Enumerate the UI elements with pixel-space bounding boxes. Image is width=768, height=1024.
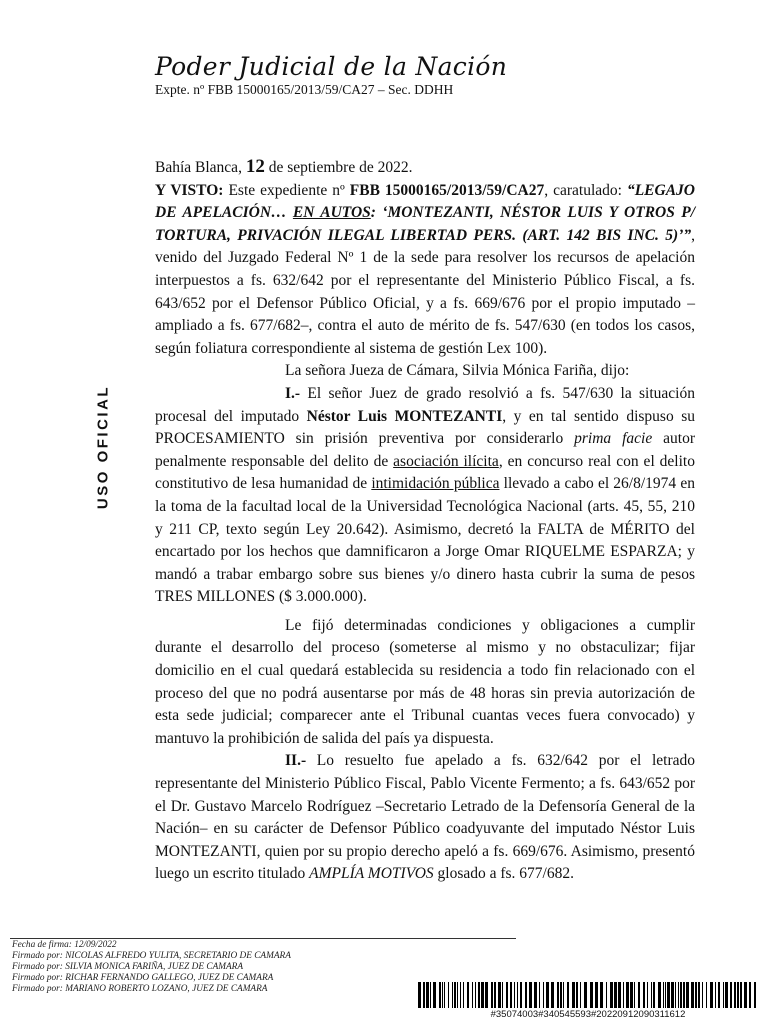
expte-number: FBB 15000165/2013/59/CA27 – Sec. DDHH (204, 82, 454, 97)
date-city: Bahía Blanca, (155, 159, 246, 176)
signature-line: Firmado por: MARIANO ROBERTO LOZANO, JUEZ DE CAMARA (12, 984, 268, 994)
signature-block (12, 940, 291, 995)
section-2-paragraph (155, 750, 695, 886)
signature-date: Fecha de firma: 12/09/2022 (12, 940, 117, 950)
section-2-text: glosado a fs. 677/682. (433, 865, 574, 883)
barcode-number: #35074003#340545593#20220912090311612 (490, 1009, 686, 1020)
document-body (155, 156, 695, 886)
visto-paragraph (155, 180, 695, 361)
date-rest: de septiembre de 2022. (264, 159, 413, 176)
section-2-number: II.- (285, 752, 307, 770)
caratula-text: “LEGAJO DE APELACIÓN… (155, 181, 696, 222)
caratula-text: : ‘MONTEZANTI, NÉSTOR LUIS Y OTROS P/ TORTURA, PRIVACIÓN ILEGAL LIBERTAD PERS. (ART. 142 BIS INC. 5)’” (155, 204, 696, 244)
section-1-text: , en concurso real con el delito constitutivo de lesa humanidad de (155, 452, 695, 493)
prima-facie-text: prima facie (574, 430, 653, 448)
jueza-line: La señora Jueza de Cámara, Silvia Mónica Fariña, dijo: (285, 362, 630, 380)
section-2-text: Lo resuelto fue apelado a fs. 632/642 por el letrado representante del Ministerio Público Fiscal, Pablo Vicente Fermento; a fs. 643/652 por el Dr. Gustavo Marcelo Rodríguez –Secretario Letrado de la Defensoría General de la Nación– en su carácter de Defensor Público coadyuvante del imputado Néstor Luis MONTEZANTI, quien por su propio derecho apeló a fs. 669/676. Asimismo, presentó luego un escrito titulado (155, 752, 695, 883)
date-line (155, 156, 695, 180)
conditions-paragraph: Le fijó determinadas condiciones y obligaciones a cumplir durante el desarrollo del proceso (someterse al mismo y no obstaculizar; fijar domicilio en el cual quedará establecida su residencia a todo fin relacionado con el proceso del que no podrá ausentarse por más de 48 horas sin previa autorización de esta sede judicial; comparecer ante el Tribunal cuantas veces fuera convocado) y mantuvo la prohibición de salida del país ya dispuesta. (155, 616, 695, 747)
signature-line: Firmado por: RICHAR FERNANDO GALLEGO, JUEZ DE CAMARA (12, 973, 274, 983)
section-1-paragraph (155, 383, 695, 609)
delito-intimidacion: intimidación pública (371, 475, 500, 493)
imputado-name: Néstor Luis MONTEZANTI (306, 407, 503, 425)
visto-expte: FBB 15000165/2013/59/CA27 (349, 181, 545, 199)
case-number-header (155, 82, 453, 98)
visto-text: , caratulado: (544, 181, 627, 199)
amplia-motivos-text: AMPLÍA MOTIVOS (309, 865, 434, 883)
signature-line: Firmado por: NICOLAS ALFREDO YULITA, SECRETARIO DE CAMARA (12, 951, 291, 961)
uso-oficial-label (88, 384, 118, 510)
visto-text: , venido del Juzgado Federal Nº 1 de la sede para resolver los recursos de apelación interpuestos a fs. 632/642 por el representante del Ministerio Público Fiscal, a fs. 643/652 por el Defensor Público Oficial, y a fs. 669/676 por el propio imputado –ampliado a fs. 677/682–, contra el auto de mérito de fs. 547/630 (en todos los casos, según foliatura correspondiente al sistema de gestión Lex 100). (155, 226, 695, 357)
section-1-text: El señor Juez de grado resolvió a fs. 547/630 la situación procesal del imputado (155, 384, 695, 425)
signature-line: Firmado por: SILVIA MONICA FARIÑA, JUEZ DE CAMARA (12, 962, 244, 972)
expte-prefix: Expte. nº (155, 82, 205, 97)
section-1-text: , y en tal sentido dispuso su PROCESAMIENTO sin prisión preventiva por considerarlo (155, 407, 695, 448)
section-1-number: I.- (285, 384, 301, 402)
footer-divider (10, 938, 516, 939)
barcode (418, 982, 758, 1008)
date-day: 12 (245, 156, 265, 177)
uso-oficial-text: USO OFICIAL (94, 384, 112, 510)
visto-text: Este expediente nº (223, 181, 350, 199)
section-1-text: llevado a cabo el 26/8/1974 en la toma de la facultad local de la Universidad Tecnológica Nacional (arts. 45, 55, 210 y 211 CP, texto según Ley 20.642). Asimismo, decretó la FALTA de MÉRITO del encartado por los hechos que damnificaron a Jorge Omar RIQUELME ESPARZA; y mandó a trabar embargo sobre sus bienes y/o dinero hasta cubrir la suma de pesos TRES MILLONES ($ 3.000.000). (155, 475, 695, 606)
caratula-en-autos: EN AUTOS (292, 204, 371, 222)
court-name-header: Poder Judicial de la Nación (155, 52, 508, 81)
visto-lead: Y VISTO: (155, 181, 224, 199)
delito-asociacion: asociación ilícita (393, 452, 499, 470)
section-1-text: autor penalmente responsable del delito de (155, 430, 695, 470)
